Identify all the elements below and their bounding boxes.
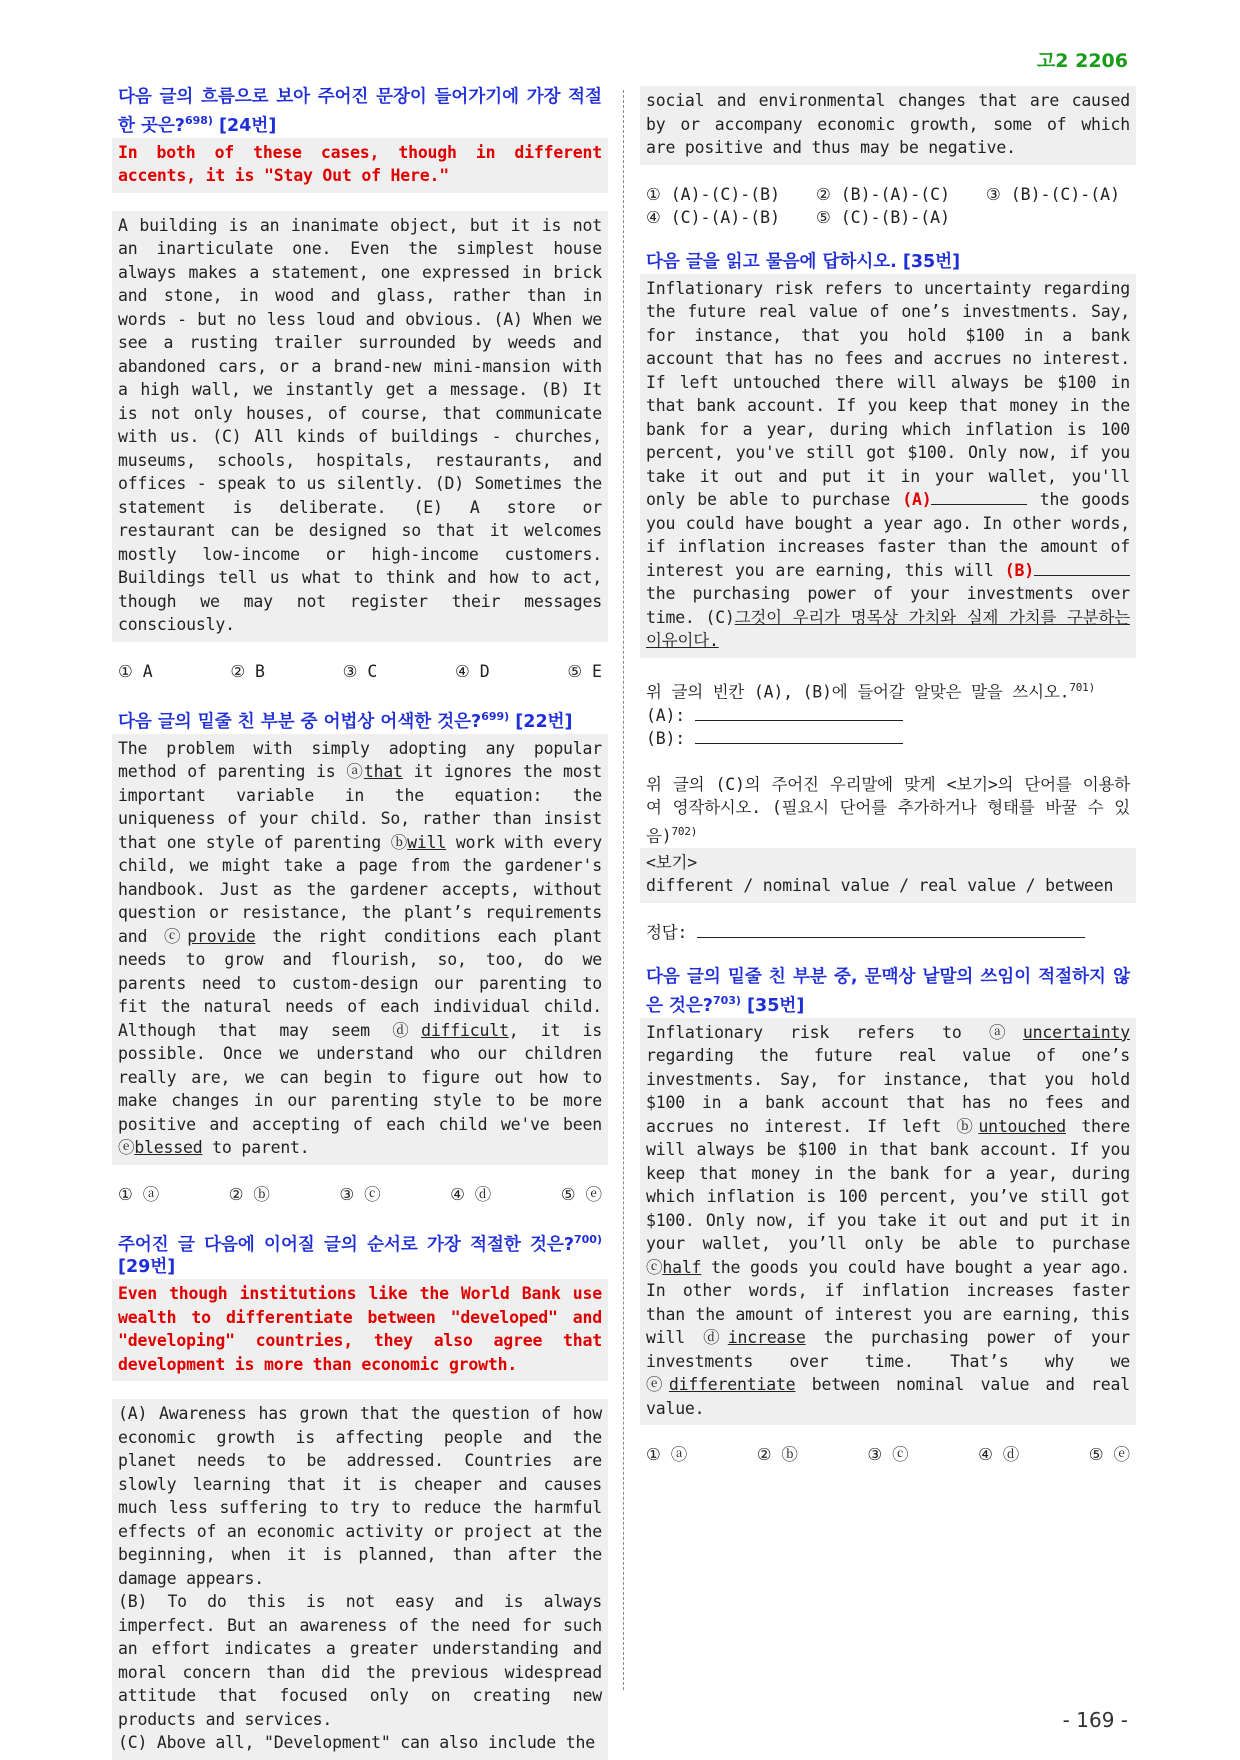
q703-choices xyxy=(646,1443,1130,1466)
q701-answer-b: (B): xyxy=(646,727,1130,751)
q698-title: 다음 글의 흐름으로 보아 주어진 문장이 들어가기에 가장 적절한 곳은?$^{698)}$ [24번] xyxy=(118,87,602,136)
q701-passage-box xyxy=(640,274,1136,658)
underlined-word: that xyxy=(363,762,403,782)
header-tag: 고2 2206 xyxy=(1036,50,1128,72)
choice[interactable]: ③ ⓒ xyxy=(339,1184,381,1204)
q700-title: 주어진 글 다음에 이어질 글의 순서로 가장 적절한 것은?$^{700)}$ [29번] xyxy=(118,1232,602,1278)
underlined-word: difficult xyxy=(421,1020,509,1040)
column-divider xyxy=(623,90,624,1690)
choice[interactable]: ① (A)-(C)-(B) xyxy=(646,184,780,204)
choice[interactable]: ④ D xyxy=(454,661,490,681)
q702-word-box xyxy=(640,848,1136,903)
c-korean-text: 그것이 우리가 명목상 가치와 실제 가치를 구분하는 이유이다. xyxy=(646,607,1130,650)
choice[interactable]: ① ⓐ xyxy=(118,1184,160,1204)
choice[interactable]: ⑤ ⓔ xyxy=(1088,1445,1130,1465)
choice[interactable]: ③ (B)-(C)-(A) xyxy=(986,184,1120,204)
underlined-word: uncertainty xyxy=(1022,1022,1130,1042)
choice[interactable]: ④ ⓓ xyxy=(450,1184,492,1204)
choice[interactable]: ④ ⓓ xyxy=(978,1445,1020,1465)
choice[interactable]: ⑤ (C)-(B)-(A) xyxy=(816,207,950,227)
q698-passage: A building is an inanimate object, but it is not an inarticulate one. Even the simplest house always makes a statement, one expressed in brick and stone, in wood and glass, rather than in words - but no less loud and obvious. (A) When we see a rusting trailer surrounded by weeds and abandoned cars, or a brand-new mini-mansion with a high wall, we instantly get a message. (B) It is not only houses, of course, that communicate with us. (C) All kinds of buildings - churches, museums, schools, hospitals, restaurants, and offices - speak to us silently. (D) Sometimes the statement is deliberate. (E) A store or restaurant can be designed so that it welcomes mostly low-income or high-income customers. Buildings tell us what to think and how to act, though we may not register their messages consciously. xyxy=(118,215,602,635)
q699-passage-box xyxy=(112,734,608,1165)
blank-b-label: (B) xyxy=(1004,560,1034,580)
choice[interactable]: ⑤ ⓔ xyxy=(560,1184,602,1204)
underlined-word: untouched xyxy=(978,1116,1066,1136)
q701-question: 위 글의 빈칸 (A), (B)에 들어갈 알맞은 말을 쓰시오.$^{701)}$ xyxy=(646,680,1096,701)
q698-given-box xyxy=(112,138,608,193)
q701-answer-a: (A): xyxy=(646,704,1130,728)
choice[interactable]: ③ ⓒ xyxy=(867,1445,909,1465)
choice[interactable]: ① A xyxy=(118,661,153,681)
q700-given-box xyxy=(112,1279,608,1381)
q701-passage: Inflationary risk refers to uncertainty regarding the future real value of one’s investments. Say, for instance, that you hold $100 in a bank account that has no fees and accrues no interest. If left untouched there will always be $100 in that bank account. If you keep that money in the bank for a year, during which inflation is 100 percent, you've still got $100. Only now, if you take it out and put it in your wallet, you'll only be able to purchase (A) the goods you could have bought a year ago. In other words, if inflation increases faster than the amount of interest you are earning, this will (B) the purchasing power of your investments over time. (C)그것이 우리가 명목상 가치와 실제 가치를 구분하는 이유이다. xyxy=(646,278,1130,650)
answer-a-line[interactable] xyxy=(695,704,903,721)
q700-choices xyxy=(646,183,1130,229)
blank-a-label: (A) xyxy=(902,490,932,509)
q700-passage-box xyxy=(112,1399,608,1760)
q699-title: 다음 글의 밑줄 친 부분 중 어법상 어색한 것은?$^{699)}$ [22번] xyxy=(118,709,573,732)
answer-line[interactable] xyxy=(697,921,1085,938)
choice[interactable]: ③ C xyxy=(342,661,378,681)
choice[interactable]: ② ⓑ xyxy=(228,1184,270,1204)
q698-passage-box xyxy=(112,211,608,642)
q698-given-sentence: In both of these cases, though in different accents, it is "Stay Out of Here." xyxy=(118,142,602,186)
blank-a[interactable] xyxy=(931,488,1027,505)
q699-passage: The problem with simply adopting any popular method of parenting is ⓐthat it ignores the most important variable in the equation: the uniqueness of your child. So, rather than insist that one style of parenting ⓑwill work with every child, we might take a page from the gardener's handbook. Just as the gardener accepts, without question or resistance, the plant’s requirements and ⓒprovide the right conditions each plant needs to grow and flourish, so, too, do we parents need to custom-design our parenting to fit the natural needs of each individual child. Although that may seem ⓓdifficult, it is possible. Once we understand who our children really are, we can begin to figure out how to make changes in our parenting style to be more positive and accepting of each child we've been ⓔblessed to parent. xyxy=(118,738,603,1158)
q700-given-sentence: Even though institutions like the World Bank use wealth to differentiate between "developed" and "developing" countries, they also agree that development is more than economic growth. xyxy=(118,1284,602,1374)
page-number: - 169 - xyxy=(1062,1708,1128,1732)
blank-b[interactable] xyxy=(1034,559,1130,576)
underlined-word: blessed xyxy=(134,1138,203,1158)
q699-choices xyxy=(118,1183,602,1206)
choice[interactable]: ② (B)-(A)-(C) xyxy=(816,184,950,204)
q700-passage-c-cont: social and environmental changes that are caused by or accompany economic growth, some of which are positive and thus may be negative. xyxy=(646,91,1130,157)
q703-passage-box xyxy=(640,1018,1136,1426)
q700-passage-b: (B) To do this is not easy and is always imperfect. But an awareness of the need for such an effort indicates a greater understanding and moral concern than did the previous widespread attitude that focused only on creating new products and services. xyxy=(118,1592,602,1729)
choice[interactable]: ② B xyxy=(230,661,265,681)
q700-passage-a: (A) Awareness has grown that the question of how economic growth is affecting people and the planet needs to be addressed. Countries are slowly learning that it is cheaper and causes much less suffering to try to reduce the harmful effects of an economic activity or project at the beginning, when it is planned, than after the damage appears. xyxy=(118,1404,602,1588)
choice[interactable]: ① ⓐ xyxy=(646,1445,688,1465)
q700-passage-continued xyxy=(640,86,1136,165)
underlined-word: provide xyxy=(187,926,256,946)
underlined-word: half xyxy=(662,1257,702,1277)
choice[interactable]: ④ (C)-(A)-(B) xyxy=(646,207,780,227)
right-column xyxy=(640,86,1136,1466)
q701-section-title: 다음 글을 읽고 물음에 답하시오. [35번] xyxy=(646,251,961,272)
choice[interactable]: ⑤ E xyxy=(567,661,602,681)
c-label: (C) xyxy=(705,607,735,627)
q698-choices xyxy=(118,660,602,683)
underlined-word: differentiate xyxy=(668,1375,796,1395)
left-column xyxy=(112,86,608,1760)
underlined-word: increase xyxy=(727,1328,806,1348)
box-label: <보기> xyxy=(646,852,697,872)
q703-title: 다음 글의 밑줄 친 부분 중, 문맥상 낱말의 쓰임이 적절하지 않은 것은?$^{703)}$ [35번] xyxy=(646,967,1130,1016)
q700-passage-c: (C) Above all, "Development" can also include the xyxy=(118,1733,595,1753)
q703-passage: Inflationary risk refers to ⓐuncertainty regarding the future real value of one’s investments. Say, for instance, that you hold $100 in a bank account that has no fees and accrues no interest. If left ⓑuntouched there will always be $100 in that bank account. If you keep that money in the bank for a year, during which inflation is 100 percent, you’ve still got $100. Only now, if you take it out and put it in your wallet, you’ll only be able to purchase ⓒhalf the goods you could have bought a year ago. In other words, if inflation increases faster than the amount of interest you are earning, this will ⓓincrease the purchasing power of your investments over time. That’s why we ⓔdifferentiate between nominal value and real value. xyxy=(646,1022,1130,1418)
q702-answer: 정답: xyxy=(646,921,1130,945)
underlined-word: will xyxy=(407,832,447,852)
choice[interactable]: ② ⓑ xyxy=(756,1445,798,1465)
q702-question: 위 글의 (C)의 주어진 우리말에 맞게 <보기>의 단어를 이용하여 영작하시오. (필요시 단어를 추가하거나 형태를 바꿀 수 있음)$^{702)}$ xyxy=(646,774,1130,845)
answer-b-line[interactable] xyxy=(695,727,903,744)
box-words: different / nominal value / real value / between xyxy=(646,876,1114,895)
